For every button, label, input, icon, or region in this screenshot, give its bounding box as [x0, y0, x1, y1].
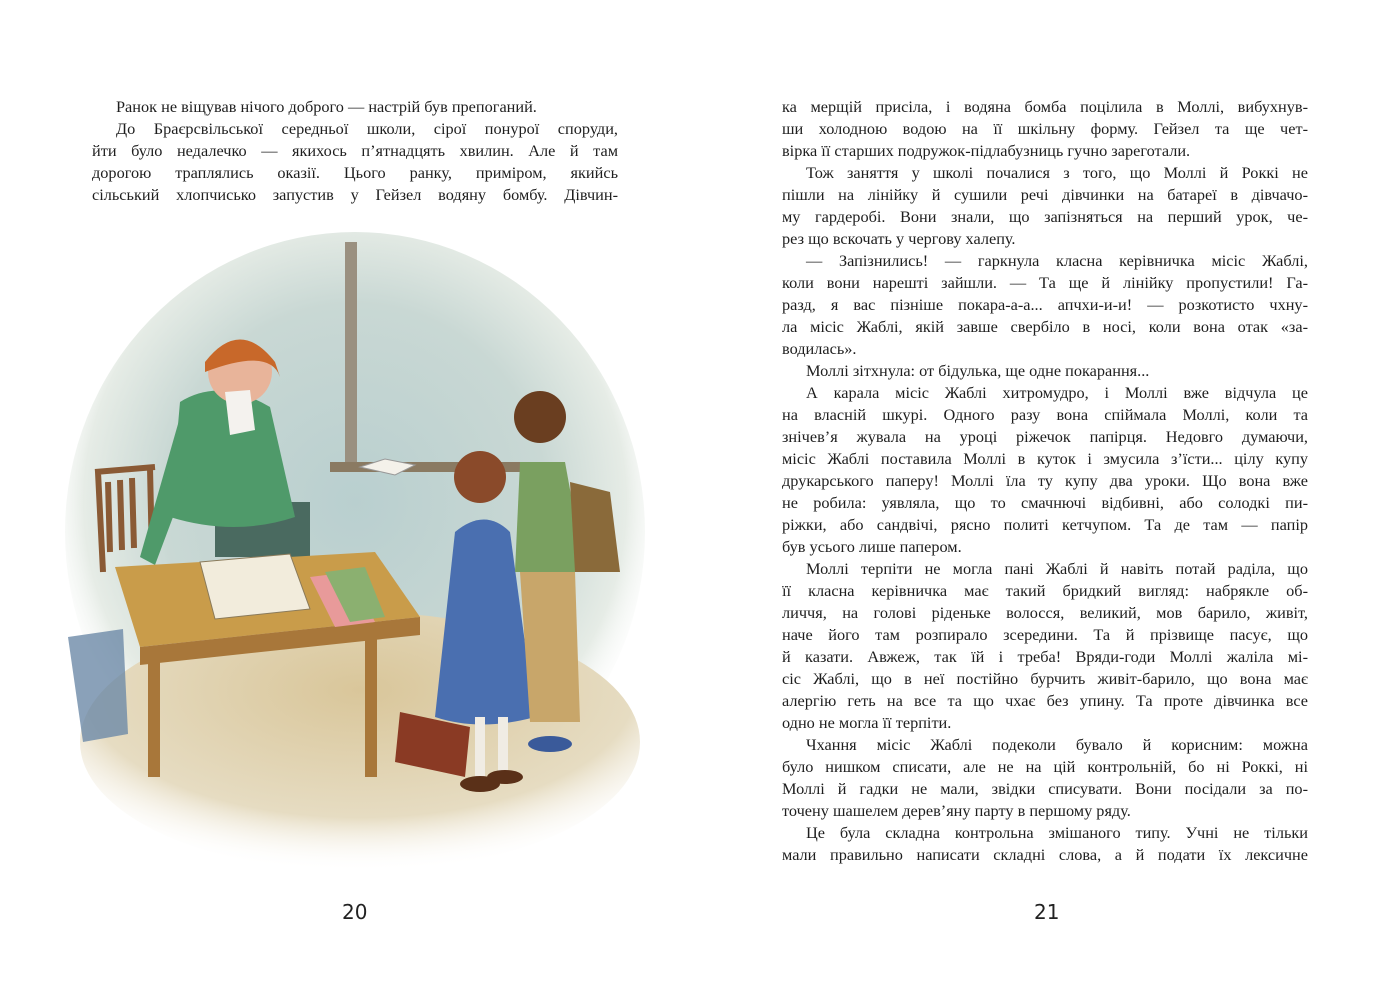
text-line: До Браєрсвільської середньої школи, сірої понурої споруди,: [116, 119, 618, 138]
classroom-illustration: [60, 232, 650, 872]
text-line: ла місіс Жаблі, якій завше свербіло в носі, коли вона отак «за-: [782, 317, 1308, 336]
waste-basket: [68, 629, 128, 742]
text-line: пішли на лінійку й сушили речі дівчинки на батареї в дівчачо-: [782, 185, 1308, 204]
text-line: друкарського паперу! Моллі їла ту купу два уроки. Що вона вже: [782, 471, 1308, 490]
text-line: А карала місіс Жаблі хитромудро, і Моллі вже відчула це: [806, 383, 1308, 402]
text-line: й казати. Авжеж, так їй і треба! Вряди-годи Моллі жаліла мі-: [782, 647, 1308, 666]
text-line: Моллі зітхнула: от бідулька, ще одне покарання...: [806, 361, 1150, 380]
right-page-text: [782, 96, 1308, 866]
text-line: алергію геть на все та що чхає без упину. Та проте дівчинка все: [782, 691, 1308, 710]
text-line: сіс Жаблі, що в неї постійно бурчить живіт-барило, що вона має: [782, 669, 1308, 688]
text-line: місіс Жаблі поставила Моллі в куток і змусила з’їсти... цілу купу: [782, 449, 1308, 468]
text-line: знічев’я жувала на уроці ріжечок папірця. Недовго думаючи,: [782, 427, 1308, 446]
text-line: мали правильно написати складні слова, а й подати їх лексичне: [782, 845, 1308, 864]
text-line: ріжки, або сандвічі, рясно политі кетчупом. Та де там — папір: [782, 515, 1308, 534]
text-line: личчя, на голові ріденьке волосся, великий, мов барило, живіт,: [782, 603, 1308, 622]
text-line: му гардеробі. Вони знали, що запізняться на перший урок, че-: [782, 207, 1308, 226]
text-line: Моллі терпіти не могла пані Жаблі й навіть потай раділа, що: [806, 559, 1308, 578]
text-line: одно не могла її терпіти.: [782, 713, 952, 732]
text-line: наче його там розпирало зсередини. Та й прізвище пасує, що: [782, 625, 1308, 644]
page-number-left: 20: [342, 900, 368, 924]
text-line: сільський хлопчисько запустив у Гейзел водяну бомбу. Дівчин-: [92, 185, 618, 204]
text-line: коли вони нарешті зайшли. — Та ще й лінійку пропустили! Га-: [782, 273, 1308, 292]
text-line: ка мерщій присіла, і водяна бомба поцілила в Моллі, вибухнув-: [782, 97, 1308, 116]
text-line: йти було недалечко — якихось п’ятнадцять хвилин. Але й там: [92, 141, 618, 160]
window-frame: [345, 242, 357, 472]
text-line: Ранок не віщував нічого доброго — настрій був препоганий.: [116, 97, 537, 116]
text-line: її класна керівничка має такий бридкий вигляд: набрякле об-: [782, 581, 1308, 600]
text-line: разд, я вас пізніше покара-а-а... апчхи-и-и! — розкотисто чхну-: [782, 295, 1308, 314]
text-line: Моллі й гадки не мали, звідки списувати. Вони посідали за по-: [782, 779, 1308, 798]
text-line: водилась».: [782, 339, 857, 358]
page-number-right: 21: [1034, 900, 1060, 924]
text-line: Тож заняття у школі почалися з того, що Моллі й Роккі не: [806, 163, 1308, 182]
text-line: точену шашелем дерев’яну парту в першому ряду.: [782, 801, 1131, 820]
right-page: [700, 0, 1400, 990]
text-line: був усього лише папером.: [782, 537, 962, 556]
text-line: Чхання місіс Жаблі подеколи бувало й корисним: можна: [806, 735, 1308, 754]
text-line: вірка її старших подружок-підлабузниць гучно зареготали.: [782, 141, 1191, 160]
text-line: рез що вскочать у чергову халепу.: [782, 229, 1016, 248]
text-line: ши холодною водою на її шкільну форму. Гейзел та ще чет-: [782, 119, 1308, 138]
text-line: дорогою траплялись оказії. Цього ранку, приміром, якийсь: [92, 163, 618, 182]
text-line: не робила: уявляла, що то смачнючі відбивні, або солодкі пи-: [782, 493, 1308, 512]
text-line: Це була складна контрольна змішаного типу. Учні не тільки: [806, 823, 1308, 842]
text-line: було нишком списати, але не на цій контрольній, бо ні Роккі, ні: [782, 757, 1308, 776]
left-page-text: [92, 96, 618, 206]
text-line: на власній шкурі. Одного разу вона спіймала Моллі, коли та: [782, 405, 1308, 424]
text-line: — Запізнились! — гаркнула класна керівничка місіс Жаблі,: [806, 251, 1308, 270]
